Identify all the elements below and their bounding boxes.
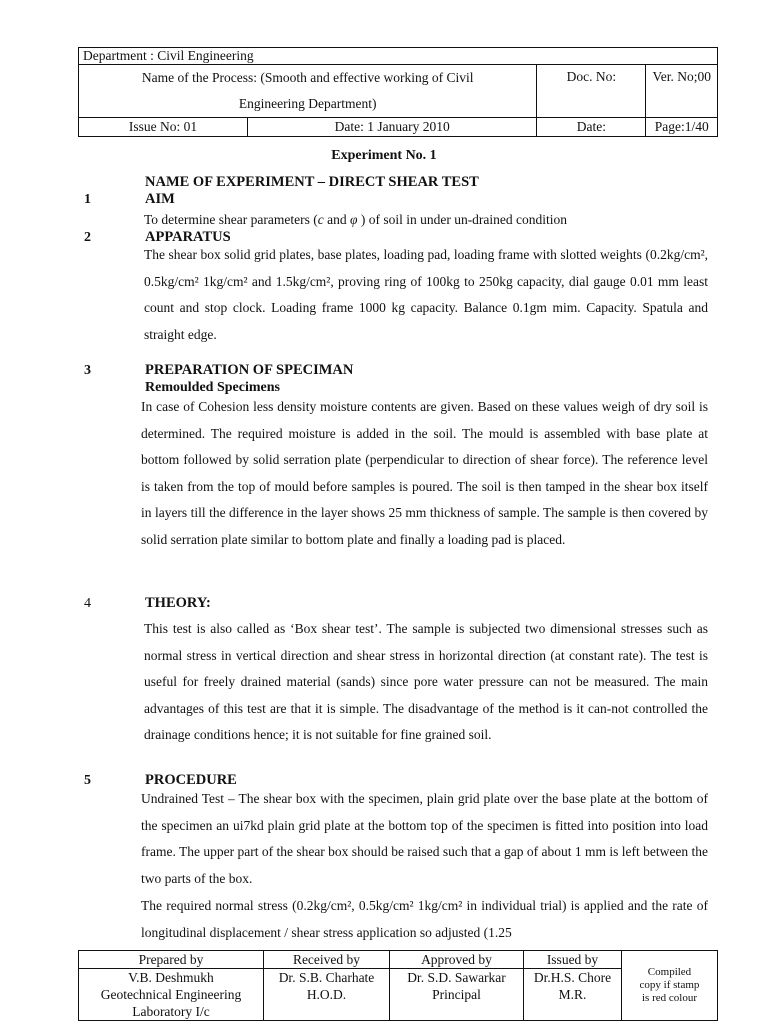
section-4-number: 4	[84, 596, 91, 611]
preparation-heading: PREPARATION OF SPECIMAN	[145, 362, 354, 378]
preparer-role-1: Geotechnical Engineering	[100, 987, 242, 1002]
received-by-cell	[264, 969, 390, 1021]
version-cell: Ver. No;00	[646, 65, 718, 118]
receiver-name: Dr. S.B. Charhate	[278, 970, 375, 985]
section-2-number: 2	[84, 230, 91, 245]
process-name-cell	[79, 65, 537, 118]
approved-by-cell	[390, 969, 524, 1021]
approved-by-label: Approved by	[390, 951, 524, 969]
issued-by-label: Issued by	[524, 951, 622, 969]
stamp-note-line-2: copy if stamp	[639, 979, 700, 991]
receiver-role: H.O.D.	[306, 987, 347, 1002]
phi-symbol: φ	[349, 212, 358, 227]
footer-table	[78, 950, 718, 1021]
issue-no-cell: Issue No: 01	[79, 118, 248, 137]
aim-heading: AIM	[145, 191, 175, 207]
stamp-note-line-3: is red colour	[642, 992, 697, 1004]
section-5-number: 5	[84, 773, 91, 788]
theory-text: This test is also called as ‘Box shear test’. The sample is subjected two dimensional stresses such as normal stress in vertical direction and shear stress in horizontal direction (at constant rate). The test is useful for freely drained material (sands) since pore water pressure can not be measured. The main advantages of this test are that it is simple. The disadvantage of the method is it can-not controlled the drainage conditions hence; it is not suitable for fine grained soil.	[144, 621, 708, 743]
approver-name: Dr. S.D. Sawarkar	[407, 970, 506, 985]
prepared-by-cell	[79, 969, 264, 1021]
stamp-note	[622, 951, 718, 1021]
aim-and: and	[323, 212, 350, 227]
theory-heading: THEORY:	[145, 595, 211, 611]
preparer-name: V.B. Deshmukh	[128, 970, 214, 985]
preparer-role-2: Laboratory I/c	[132, 1004, 210, 1019]
experiment-name: NAME OF EXPERIMENT – DIRECT SHEAR TEST	[145, 174, 479, 190]
issuer-name: Dr.H.S. Chore	[533, 970, 612, 985]
process-line-2: Engineering Department)	[238, 96, 377, 111]
page-number-cell: Page:1/40	[646, 118, 718, 137]
stamp-note-line-1: Compiled	[647, 966, 692, 978]
aim-text-pre: To determine shear parameters (	[144, 212, 318, 227]
remoulded-subheading: Remoulded Specimens	[145, 380, 280, 395]
procedure-text-2: The required normal stress (0.2kg/cm², 0.5kg/cm² 1kg/cm² in individual trial) is applied and the rate of longitudinal displacement / shear stress application so adjusted (1.25	[141, 898, 708, 940]
date-label-cell: Date:	[537, 118, 646, 137]
issuer-role: M.R.	[558, 987, 587, 1002]
department-cell: Department : Civil Engineering	[79, 48, 718, 65]
received-by-label: Received by	[264, 951, 390, 969]
preparation-text: In case of Cohesion less density moisture contents are given. Based on these values weigh of dry soil is determined. The required moisture is added in the soil. The mould is assembled with base plate at bottom followed by solid serration plate (perpendicular to direction of shear force). The reference level is taken from the top of mould before samples is poured. The soil is then tamped in the shear box itself in layers till the difference in the layer shows 25 mm thickness of sample. The sample is then covered by solid serration plate similar to bottom plate and finally a loading pad is placed.	[141, 399, 708, 547]
aim-text-post: ) of soil in under un-drained condition	[357, 212, 568, 227]
experiment-number: Experiment No. 1	[331, 148, 437, 163]
c-symbol: c	[317, 212, 324, 227]
issue-date-cell: Date: 1 January 2010	[248, 118, 537, 137]
approver-role: Principal	[432, 987, 481, 1002]
doc-no-cell: Doc. No:	[537, 65, 646, 118]
aim-text	[144, 212, 567, 228]
prepared-by-label: Prepared by	[79, 951, 264, 969]
apparatus-text: The shear box solid grid plates, base plates, loading pad, loading frame with slotted weights (0.2kg/cm², 0.5kg/cm² 1kg/cm² and 1.5kg/cm², proving ring of 100kg to 250kg capacity, dial gauge 0.01 mm least count and stop clock. Loading frame 1000 kg capacity. Balance 0.1gm mim. Capacity. Spatula and straight edge.	[144, 247, 708, 342]
section-1-number: 1	[84, 192, 91, 207]
section-3-number: 3	[84, 363, 91, 378]
apparatus-heading: APPARATUS	[145, 229, 231, 245]
procedure-text-1: Undrained Test – The shear box with the specimen, plain grid plate over the base plate at the bottom of the specimen an ui7kd plain grid plate at the bottom top of the specimen is fitted into position into load frame. The upper part of the shear box should be raised such that a gap of about 1 mm is left between the two parts of the box.	[141, 791, 708, 886]
process-line-1: Name of the Process: (Smooth and effective working of Civil	[141, 70, 474, 85]
issued-by-cell	[524, 969, 622, 1021]
procedure-heading: PROCEDURE	[145, 772, 237, 788]
header-table	[78, 47, 718, 137]
